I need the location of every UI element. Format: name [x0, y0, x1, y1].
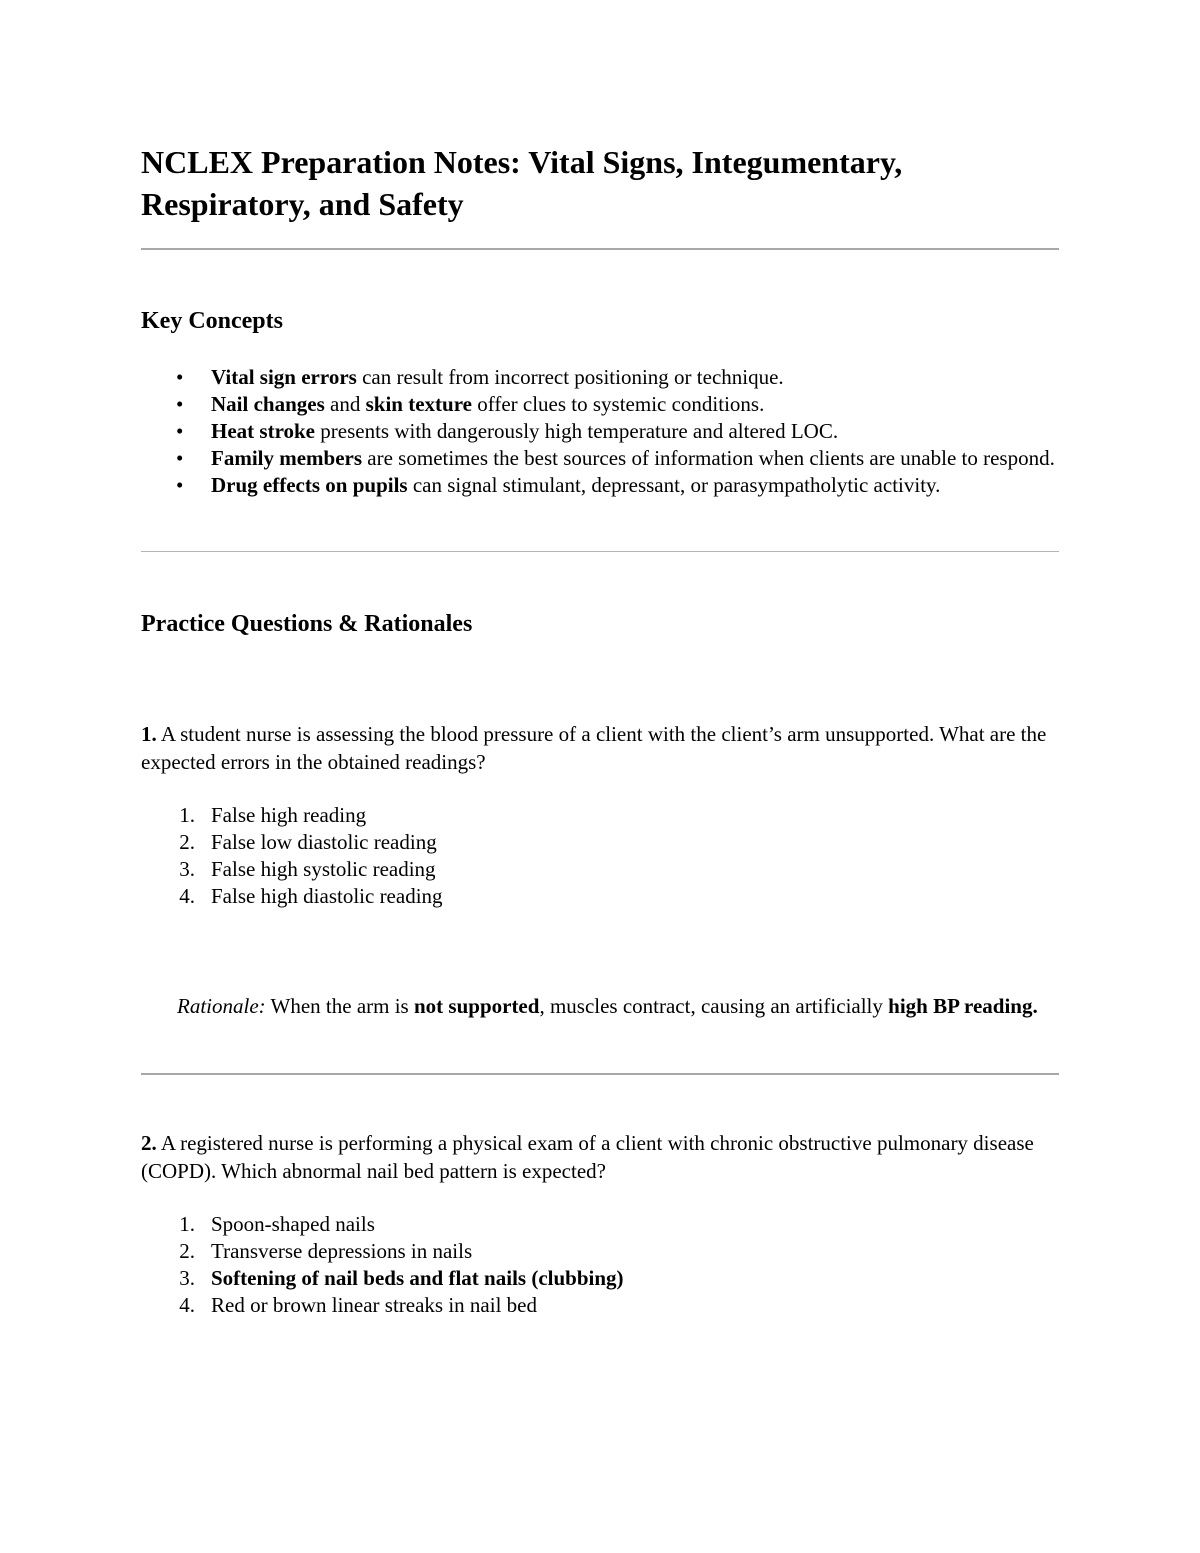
- answer-option: 2. Transverse depressions in nails: [179, 1239, 473, 1263]
- bullet-icon: •: [176, 419, 184, 443]
- question-1-options: [141, 802, 1059, 910]
- answer-option: 4. Red or brown linear streaks in nail bed: [179, 1293, 537, 1317]
- bullet-icon: •: [176, 473, 184, 497]
- question-2: [141, 1129, 1059, 1185]
- practice-heading: Practice Questions & Rationales: [141, 611, 473, 637]
- bullet-icon: •: [176, 446, 184, 470]
- question-number: 1.: [141, 722, 157, 746]
- key-concepts-list: [141, 364, 1059, 499]
- list-item: • Heat stroke presents with dangerously high temperature and altered LOC.: [176, 419, 839, 443]
- rationale-1: Rationale: When the arm is not supported, muscles contract, causing an artificially high BP reading.: [177, 994, 1038, 1018]
- answer-option: 1. Spoon-shaped nails: [179, 1212, 375, 1236]
- question-number: 2.: [141, 1131, 157, 1155]
- answer-option-correct: 3. Softening of nail beds and flat nails (clubbing): [179, 1266, 624, 1290]
- key-concepts-heading: Key Concepts: [141, 308, 283, 334]
- question-text: A registered nurse is performing a physical exam of a client with chronic obstructive pulmonary disease (COPD). Which abnormal nail bed pattern is expected?: [141, 1131, 1034, 1183]
- bullet-icon: •: [176, 365, 184, 389]
- list-item: • Vital sign errors can result from incorrect positioning or technique.: [176, 365, 784, 389]
- document-title: NCLEX Preparation Notes: Vital Signs, Integumentary, Respiratory, and Safety: [141, 144, 903, 222]
- bullet-icon: •: [176, 392, 184, 416]
- answer-option: 2. False low diastolic reading: [179, 830, 437, 854]
- list-item: • Nail changes and skin texture offer clues to systemic conditions.: [176, 392, 765, 416]
- divider: [141, 1073, 1059, 1075]
- question-2-options: [141, 1211, 1059, 1319]
- divider: [141, 551, 1059, 552]
- divider: [141, 248, 1059, 250]
- answer-option: 3. False high systolic reading: [179, 857, 436, 881]
- answer-option: 4. False high diastolic reading: [179, 884, 443, 908]
- list-item: • Family members are sometimes the best sources of information when clients are unable to respond.: [176, 446, 1055, 470]
- question-text: A student nurse is assessing the blood pressure of a client with the client’s arm unsupported. What are the expected errors in the obtained readings?: [141, 722, 1047, 774]
- answer-option: 1. False high reading: [179, 803, 367, 827]
- rationale-label: Rationale:: [177, 994, 266, 1018]
- question-1: [141, 720, 1059, 776]
- list-item: • Drug effects on pupils can signal stimulant, depressant, or parasympatholytic activity.: [176, 473, 941, 497]
